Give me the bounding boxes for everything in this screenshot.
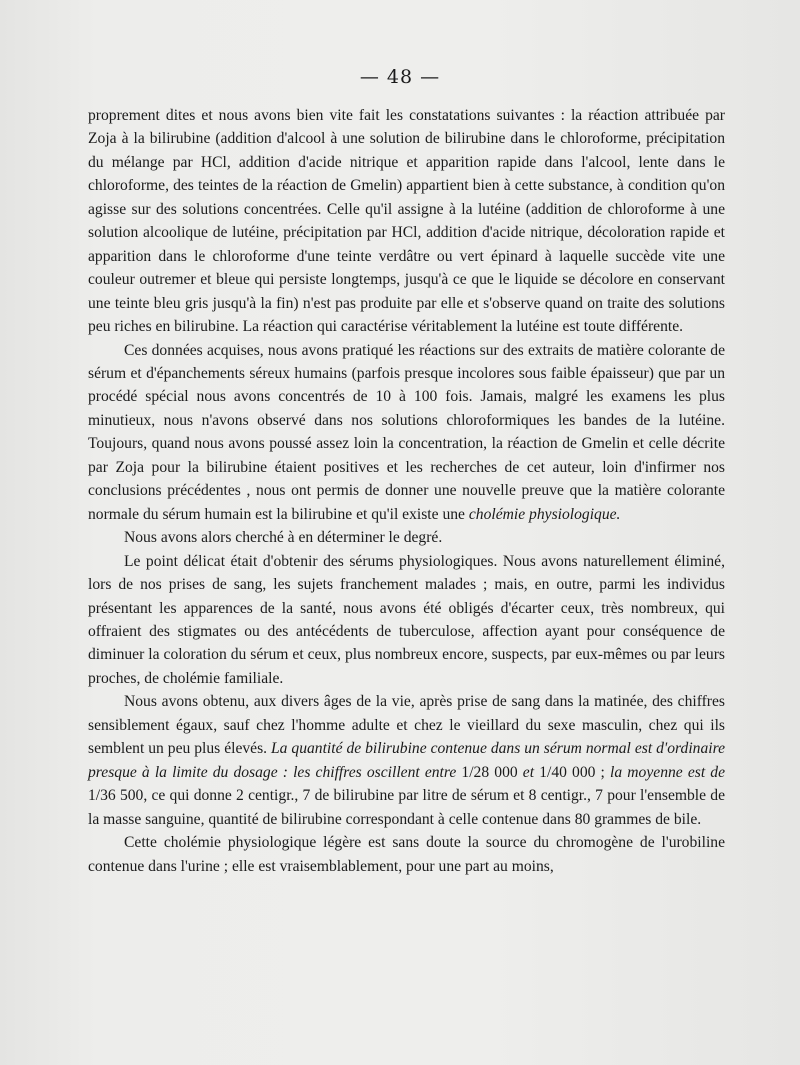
paragraph-5-seg: Nous avons obtenu, aux divers âges de la vie, après prise de sang dans la matinée, des chiffres sensiblement égaux, sauf chez l'homme adulte et chez le vieillard du sexe masculin, chez qui ils semblent un peu plus élevés. <box>88 693 725 758</box>
paragraph-5-seg: la moyenne est de <box>610 763 726 781</box>
paragraph-3: Nous avons alors cherché à en déterminer le degré. <box>124 529 443 547</box>
paragraph-5-seg: 1/40 000 ; <box>539 763 611 781</box>
paragraph-2-text: Ces données acquises, nous avons pratiqué les réactions sur des extraits de matière colorante de sérum et d'épanchements séreux humains (parfois presque incolores sous faible épaisseur) que par un procédé spécial nous avons concentrés de 10 à 100 fois. Jamais, malgré les examens les plus minutieux, nous n'avons observé dans nos solutions chloroformiques les bandes de la lutéine. Toujours, quand nous avons poussé assez loin la concentration, la réaction de Gmelin et celle décrite par Zoja pour la bilirubine étaient positives et les recherches de cet auteur, loin d'infirmer nos conclusions précédentes , nous ont permis de donner une nouvelle preuve que la matière colorante normale du sérum humain est la bilirubine et qu'il existe une <box>88 341 725 523</box>
body-text <box>88 104 725 878</box>
page-number: — 48 — <box>359 66 441 88</box>
paragraph-5-seg: et <box>522 763 540 781</box>
paragraph-2-emphasis: cholémie physiologique. <box>468 505 621 523</box>
paragraph-6: Cette cholémie physiologique légère est sans doute la source du chromogène de l'urobiline contenue dans l'urine ; elle est vraisemblablement, pour une part au moins, <box>88 834 725 875</box>
paragraph-5 <box>88 690 725 831</box>
paragraph-5-seg: La quantité de bilirubine contenue dans un sérum normal est d'ordinaire presque à la limite du dosage : les chiffres oscillent entre <box>88 740 725 781</box>
paragraph-5-seg: 1/36 500, ce qui donne 2 centigr., 7 de bilirubine par litre de sérum et 8 centigr., 7 pour l'ensemble de la masse sanguine, quantité de bilirubine correspondant à celle contenue dans 80 grammes de bile. <box>88 787 725 828</box>
paragraph-5-seg: 1/28 000 <box>461 763 523 781</box>
paragraph-4: Le point délicat était d'obtenir des sérums physiologiques. Nous avons naturellement éliminé, lors de nos prises de sang, les sujets franchement malades ; mais, en outre, parmi les individus présentant les apparences de la santé, nous avons été obligés d'écarter ceux, très nombreux, qui offraient des stigmates ou des antécédents de tuberculose, affection ayant pour conséquence de diminuer la coloration du sérum et ceux, plus nombreux encore, suspects, par eux-mêmes ou par leurs proches, de cholémie familiale. <box>88 552 725 687</box>
paragraph-2 <box>88 339 725 527</box>
paragraph-1: proprement dites et nous avons bien vite fait les constatations suivantes : la réaction attribuée par Zoja à la bilirubine (addition d'alcool à une solution de bilirubine dans le chloroforme, précipitation du mélange par HCl, addition d'acide nitrique et apparition rapide dans l'alcool, lente dans le chloroforme, des teintes de la réaction de Gmelin) appartient bien à cette substance, à condition qu'on agisse sur des solutions concentrées. Celle qu'il assigne à la lutéine (addition de chloroforme à une solution alcoolique de lutéine, précipitation par HCl, addition d'acide nitrique, décoloration rapide et apparition dans le chloroforme d'une teinte verdâtre ou vert épinard à laquelle succède vite une couleur outremer et bleue qui persiste longtemps, jusqu'à ce que le liquide se décolore en conservant une teinte bleu gris jusqu'à la fin) n'est pas produite par elle et s'observe quand on traite des solutions peu riches en bilirubine. La réaction qui caractérise véritablement la lutéine est toute différente. <box>88 107 725 336</box>
